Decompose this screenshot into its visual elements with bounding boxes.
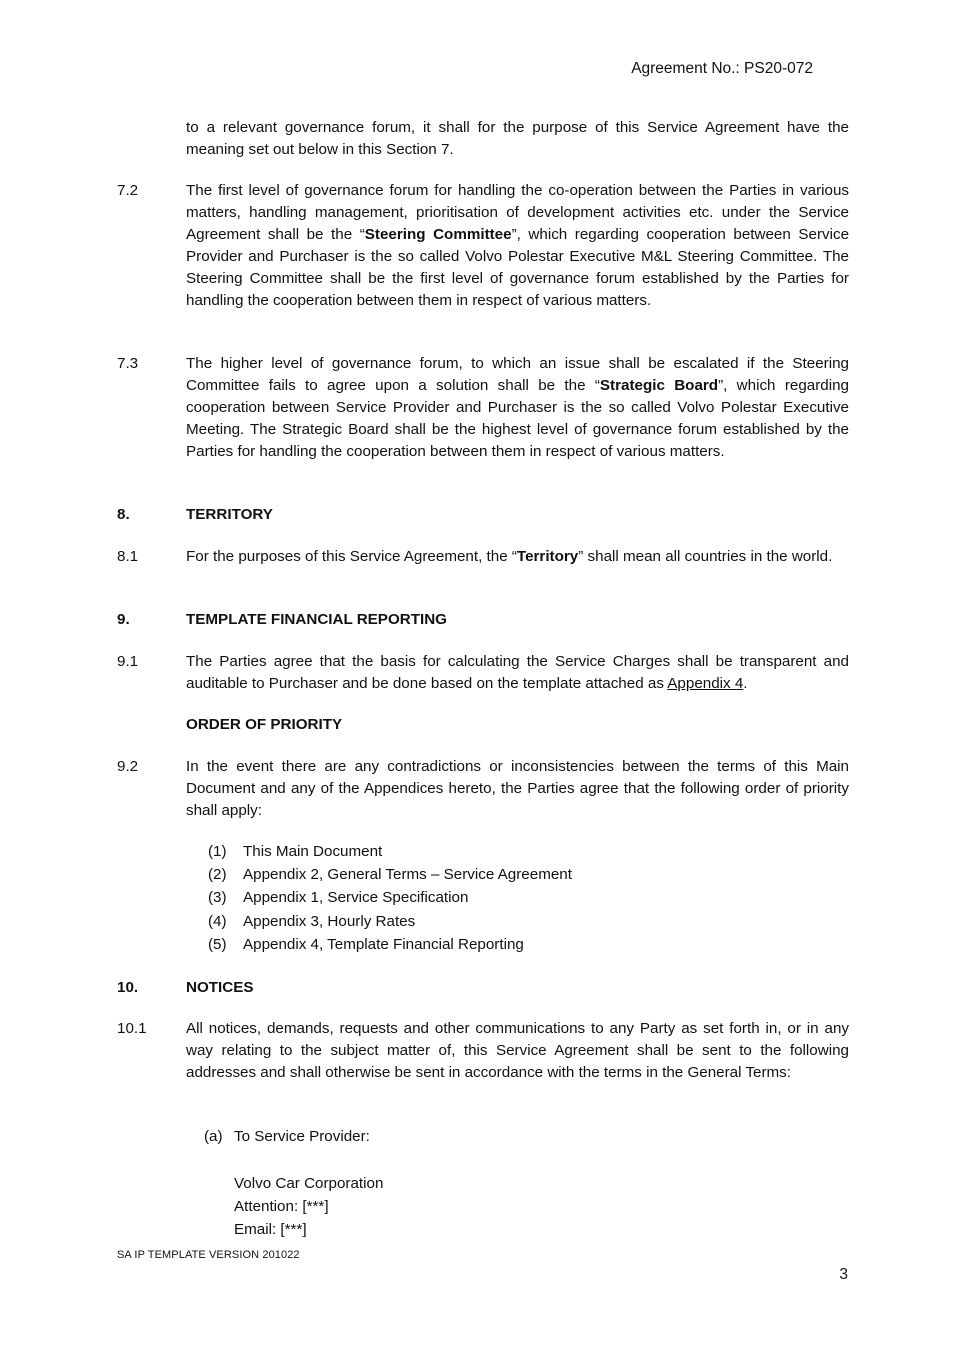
section-10-1-number: 10.1 [117,1020,147,1037]
section-9-2-text: In the event there are any contradictions or inconsistencies between the terms of this Main Document and any of the Appendices hereto, the Parties agree that the following order of priority shall apply: [186,758,849,819]
template-version: SA IP TEMPLATE VERSION 201022 [117,1249,300,1261]
section-8-number: 8. [117,506,130,523]
order-of-priority-heading: ORDER OF PRIORITY [186,716,343,733]
section-7-3-number: 7.3 [117,355,139,372]
section-9-number: 9. [117,611,130,628]
list-item: (3) Appendix 1, Service Specification [208,889,469,906]
list-item: (2) Appendix 2, General Terms – Service Agreement [208,866,572,883]
address-company: Volvo Car Corporation [234,1175,384,1192]
section-10-number: 10. [117,979,139,996]
list-item: (4) Appendix 3, Hourly Rates [208,913,416,930]
address-attention: Attention: [***] [234,1198,329,1215]
appendix-4-link[interactable]: Appendix 4 [667,675,744,692]
section-9-1-number: 9.1 [117,653,139,670]
section-8-1-number: 8.1 [117,548,139,565]
section-10-title: NOTICES [186,979,254,996]
notice-recipient-a: (a) To Service Provider: [204,1128,370,1145]
section-8-1-text: For the purposes of this Service Agreement, the “Territory” shall mean all countries in the world. [186,548,833,565]
section-7-2-number: 7.2 [117,182,139,199]
list-item: (5) Appendix 4, Template Financial Reporting [208,936,524,953]
list-item: (1) This Main Document [208,843,383,860]
address-email: Email: [***] [234,1221,307,1238]
page-number: 3 [839,1266,848,1283]
term-steering-committee: Steering Committee [364,226,512,243]
term-territory: Territory [516,548,579,565]
intro-paragraph: to a relevant governance forum, it shall for the purpose of this Service Agreement have the meaning set out below in this Section 7. [186,119,849,158]
section-7-3-text: The higher level of governance forum, to which an issue shall be escalated if the Steering Committee fails to agree upon a solution shall be the “Strategic Board”, which regarding cooperation between Service Provider and Purchaser is the so called Volvo Polestar Executive Meeting. The Strategic Board shall be the highest level of governance forum established by the Parties for handling the cooperation between them in respect of various matters. [186,355,849,460]
term-strategic-board: Strategic Board [599,377,719,394]
section-8-title: TERRITORY [186,506,273,523]
agreement-number: Agreement No.: PS20-072 [631,60,813,77]
section-7-2-text: The first level of governance forum for handling the co-operation between the Parties in various matters, handling management, prioritisation of development activities etc. under the Service Agreement shall be the “Steering Committee”, which regarding cooperation between Service Provider and Purchaser is the so called Volvo Polestar Executive M&L Steering Committee. The Steering Committee shall be the first level of governance forum established by the Parties for handling the cooperation between them in respect of various matters. [186,182,850,309]
section-9-title: TEMPLATE FINANCIAL REPORTING [186,611,447,628]
section-9-1-text: The Parties agree that the basis for calculating the Service Charges shall be transparent and auditable to Purchaser and be done based on the template attached as Appendix 4. [186,653,849,692]
section-10-1-text: All notices, demands, requests and other communications to any Party as set forth in, or in any way relating to the subject matter of, this Service Agreement shall be sent to the following addresses and shall otherwise be sent in accordance with the terms in the General Terms: [186,1020,849,1081]
section-9-2-number: 9.2 [117,758,139,775]
